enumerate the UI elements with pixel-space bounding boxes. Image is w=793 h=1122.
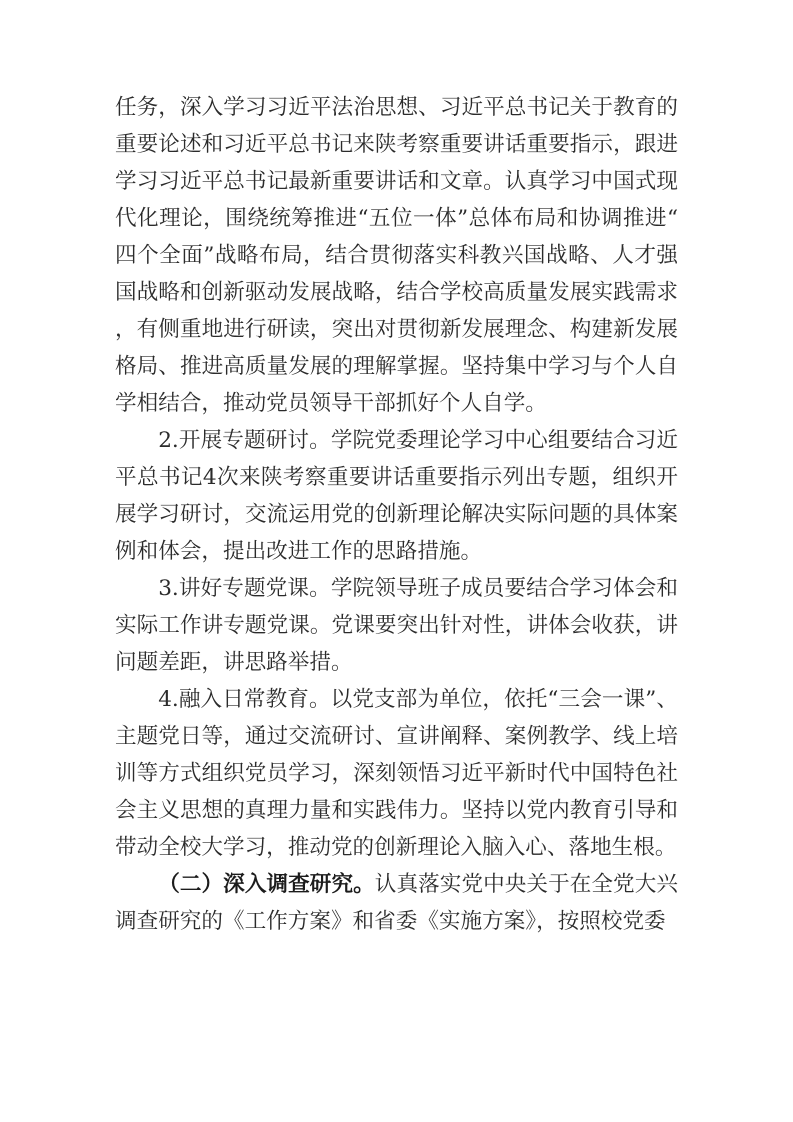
para-text: 学院领导班子成员要结合学习体会和实际工作讲专题党课。党课要突出针对性，讲体会收获，讲问题差距，讲思路举措。 — [115, 576, 678, 675]
para-lead: 4.融入日常教育。 — [158, 687, 331, 712]
para-text: 学院党委理论学习中心组要结合习近平总书记4次来陕考察重要讲话重要指示列出专题，组织开展学习研讨，交流运用党的创新理论解决实际问题的具体案例和体会，提出改进工作的思路措施。 — [115, 428, 678, 564]
para-text: 以党支部为单位，依托“三会一课”、主题党日等，通过交流研讨、宣讲阐释、案例教学、线上培训等方式组织党员学习，深刻领悟习近平新时代中国特色社会主义思想的真理力量和实践伟力。坚持以党内教育引导和带动全校大学习，推动党的创新理论入脑入心、落地生根。 — [115, 687, 678, 860]
paragraph — [115, 422, 678, 570]
para-text: 认真落实党中央关于在全党大兴调查研究的《工作方案》和省委《实施方案》，按照校党委 — [115, 872, 678, 934]
paragraph — [115, 89, 678, 422]
para-lead: 2.开展专题研讨。 — [158, 428, 331, 453]
document-text-block — [115, 89, 678, 940]
paragraph — [115, 570, 678, 681]
para-lead-bold: （二）深入调查研究。 — [158, 872, 375, 897]
para-lead: 3.讲好专题党课。 — [158, 576, 331, 601]
para-text: 任务，深入学习习近平法治思想、习近平总书记关于教育的重要论述和习近平总书记来陕考察重要讲话重要指示，跟进学习习近平总书记最新重要讲话和文章。认真学习中国式现代化理论，围绕统筹推进“五位一体”总体布局和协调推进“四个全面”战略布局，结合贯彻落实科教兴国战略、人才强国战略和创新驱动发展战略，结合学校高质量发展实践需求，有侧重地进行研读，突出对贯彻新发展理念、构建新发展格局、推进高质量发展的理解掌握。坚持集中学习与个人自学相结合，推动党员领导干部抓好个人自学。 — [115, 95, 678, 416]
paragraph — [115, 866, 678, 940]
paragraph — [115, 681, 678, 866]
